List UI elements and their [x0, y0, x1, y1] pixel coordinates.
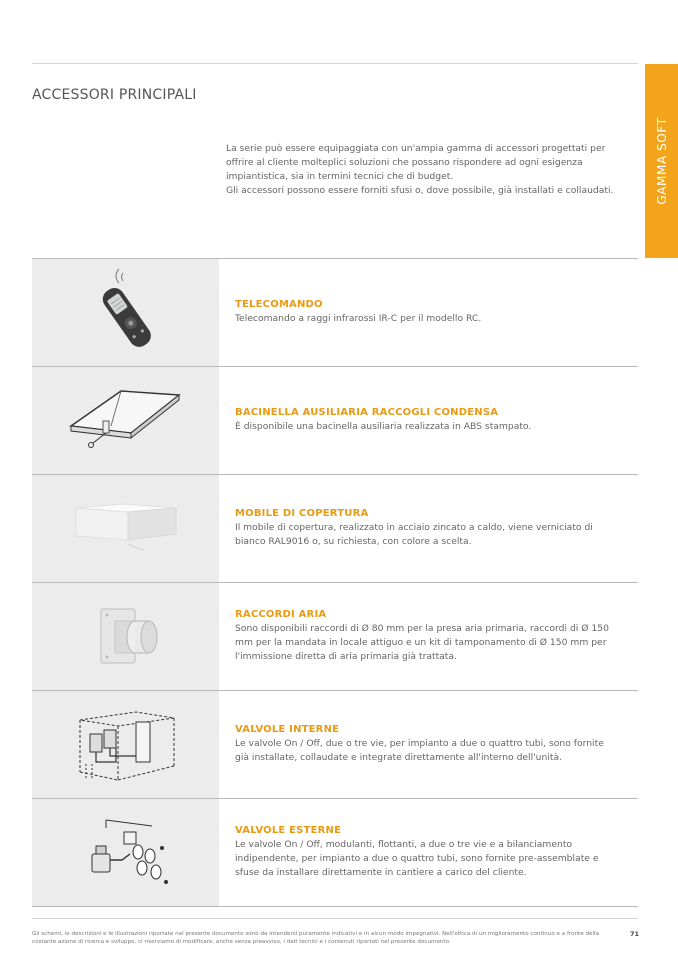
accessory-text — [219, 259, 631, 366]
accessory-image — [32, 583, 219, 690]
air-fitting-icon — [71, 597, 181, 677]
internal-valves-icon — [66, 700, 186, 790]
intro-paragraph: Gli accessori possono essere forniti sfusi o, dove possibile, già installati e collaudati. — [226, 185, 614, 196]
accessory-title: VALVOLE ESTERNE — [235, 825, 342, 836]
accessory-row — [32, 258, 638, 366]
remote-control-icon — [66, 263, 186, 363]
side-tab — [645, 64, 678, 258]
accessory-title: RACCORDI ARIA — [235, 609, 327, 620]
accessory-description: Il mobile di copertura, realizzato in acciaio zincato a caldo, viene verniciato di bianco RAL9016 o, su richiesta, con colore a scelta. — [235, 522, 593, 547]
cover-cabinet-icon — [66, 494, 186, 564]
accessory-description: È disponibile una bacinella ausiliaria realizzata in ABS stampato. — [235, 421, 532, 432]
accessory-title: VALVOLE INTERNE — [235, 724, 340, 735]
footer-divider — [32, 918, 638, 919]
drip-tray-icon — [61, 381, 191, 461]
footer-disclaimer: Gli schemi, le descrizioni e le illustrazioni riportate nel presente documento sono da intendersi puramente indicativi e in alcun modo impegnativi. Nell'ottica di un miglioramento continuo e a fronte della costante azione di ricerca e sviluppo, ci riserviamo di modificare, anche senza preavviso, i dati tecnici e i contenuti riportati nel presente documento. — [32, 931, 599, 945]
accessory-image — [32, 259, 219, 366]
accessory-row — [32, 690, 638, 798]
accessories-list — [32, 258, 638, 907]
accessory-image — [32, 691, 219, 798]
intro-text — [226, 142, 626, 198]
page-number: 71 — [630, 930, 640, 938]
accessory-text — [219, 691, 631, 798]
accessory-row — [32, 366, 638, 474]
accessory-image — [32, 367, 219, 474]
accessory-description: Telecomando a raggi infrarossi IR-C per il modello RC. — [235, 313, 482, 324]
accessory-title: MOBILE DI COPERTURA — [235, 508, 369, 519]
accessory-text — [219, 367, 631, 474]
accessory-row — [32, 798, 638, 907]
accessory-image — [32, 475, 219, 582]
accessory-title: BACINELLA AUSILIARIA RACCOGLI CONDENSA — [235, 407, 499, 418]
accessory-row — [32, 474, 638, 582]
accessory-row — [32, 582, 638, 690]
accessory-title: TELECOMANDO — [235, 299, 323, 310]
accessory-image — [32, 799, 219, 906]
page-title: ACCESSORI PRINCIPALI — [32, 87, 197, 104]
accessory-text — [219, 583, 631, 690]
accessory-description: Le valvole On / Off, modulanti, flottanti, a due o tre vie e a bilanciamento indipendente, per impianto a due o quattro tubi, sono fornite pre-assemblate e sfuse da installare direttamente in cantiere a carico del cliente. — [235, 839, 599, 878]
accessory-text — [219, 799, 631, 906]
accessory-description: Sono disponibili raccordi di Ø 80 mm per la presa aria primaria, raccordi di Ø 150 mm per la mandata in locale attiguo e un kit di tamponamento di Ø 150 mm per l'immissione diretta di aria primaria già trattata. — [235, 623, 609, 662]
top-divider — [32, 63, 638, 64]
intro-paragraph: La serie può essere equipaggiata con un'ampia gamma di accessori progettati per offrire al cliente molteplici soluzioni che possano rispondere ad ogni esigenza impiantistica, sia in termini tecnici che di budget. — [226, 143, 606, 182]
accessory-text — [219, 475, 631, 582]
external-valves-icon — [66, 808, 186, 898]
accessory-description: Le valvole On / Off, due o tre vie, per impianto a due o quattro tubi, sono fornite già installate, collaudate e integrate direttamente all'interno dell'unità. — [235, 738, 604, 763]
side-tab-label: GAMMA SOFT — [654, 117, 669, 205]
